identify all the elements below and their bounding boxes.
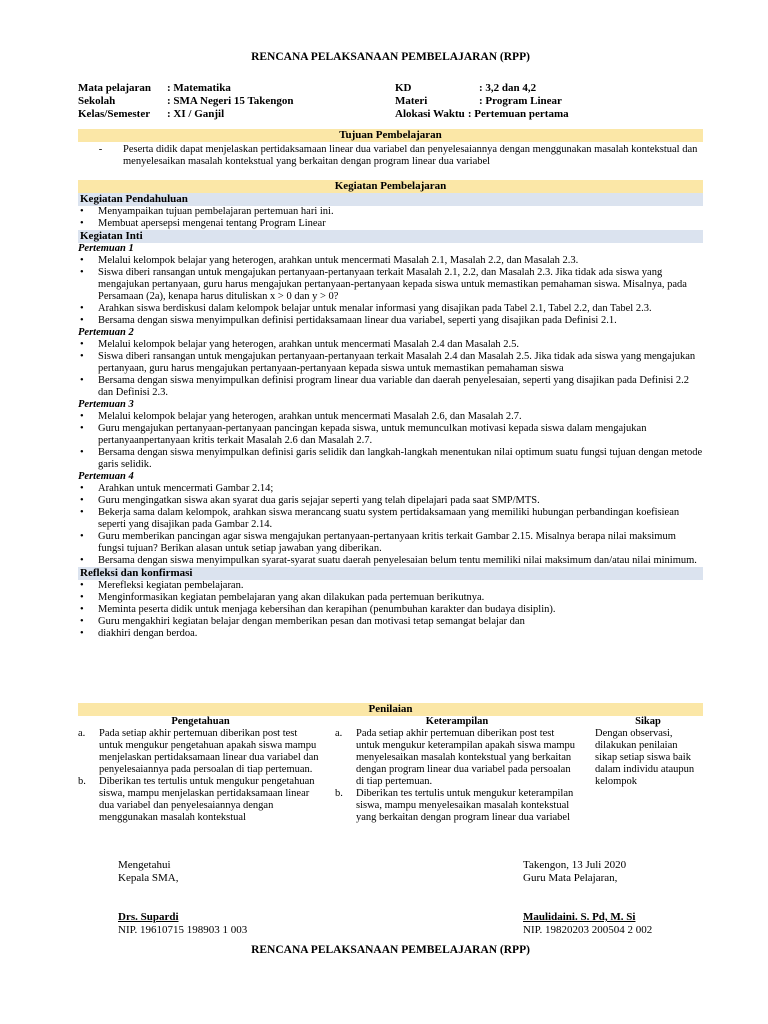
list-item: • Melalui kelompok belajar yang heterogen, arahkan untuk mencermati Masalah 2.1, Masalah 2.2, dan Masalah 2.3.	[78, 255, 703, 267]
refleksi-list	[78, 580, 703, 640]
signature-right-name: Maulidaini. S. Pd, M. Si	[523, 911, 636, 923]
list-item	[78, 728, 323, 776]
kd-value: : 3,2 dan 4,2	[479, 82, 537, 94]
list-item: • Bersama dengan siswa menyimpulkan syarat-syarat suatu daerah penyelesaian belum tentu memiliki nilai maksimum dan/atau nilai minimum.	[78, 555, 703, 567]
tujuan-text: Peserta didik dapat menjelaskan pertidaksamaan linear dua variabel dan penyelesaiannya dengan menggunakan masalah kontekstual dan menyelesaikan masalah kontekstual yang berkaitan dengan program linear dua variabel	[123, 144, 698, 167]
list-item: • Bekerja sama dalam kelompok, arahkan siswa merancang suatu system pertidaksamaan yang memiliki hubungan perbandingan koefisiean seperti yang disajikan pada Gambar 2.14.	[78, 507, 703, 531]
kelas-value: : XI / Ganjil	[167, 108, 225, 120]
tujuan-dash: -	[98, 144, 103, 155]
sikap-column	[595, 716, 701, 824]
list-item: • Guru mengingatkan siswa akan syarat dua garis sejajar seperti yang telah dipelajari pada saat SMP/MTS.	[78, 495, 703, 507]
inti-heading: Kegiatan Inti	[78, 230, 703, 243]
pendahuluan-heading: Kegiatan Pendahuluan	[78, 193, 703, 206]
next-page-title: RENCANA PELAKSANAAN PEMBELAJARAN (RPP)	[251, 944, 530, 956]
signature-left-line1: Mengetahui	[118, 859, 171, 871]
keterampilan-column	[335, 716, 595, 824]
signature-left	[118, 859, 247, 937]
kegiatan-section	[78, 180, 703, 640]
sikap-title: Sikap	[635, 716, 661, 727]
alokasi-key: Alokasi Waktu	[395, 108, 465, 120]
pengetahuan-column	[78, 716, 335, 824]
signature-left-line2: Kepala SMA,	[118, 872, 179, 884]
materi-key: Materi	[395, 95, 428, 107]
materi-value: : Program Linear	[479, 95, 562, 107]
signature-right-line2: Guru Mata Pelajaran,	[523, 872, 618, 884]
pertemuan-2-list	[78, 339, 703, 399]
list-item: • Bersama dengan siswa menyimpulkan definisi pertidaksamaan linear dua variabel, seperti yang disajikan pada Definisi 2.1.	[78, 315, 703, 327]
list-item	[78, 776, 323, 824]
signature-left-name: Drs. Supardi	[118, 911, 179, 923]
kelas-key: Kelas/Semester	[78, 108, 151, 120]
alokasi-value: : Pertemuan pertama	[467, 108, 569, 120]
pertemuan-3-list	[78, 411, 703, 471]
tujuan-heading: Tujuan Pembelajaran	[78, 129, 703, 142]
penilaian-heading: Penilaian	[78, 703, 703, 716]
kegiatan-heading: Kegiatan Pembelajaran	[78, 180, 703, 193]
list-text: Pada setiap akhir pertemuan diberikan post test untuk mengukur pengetahuan apakah siswa mampu menjelaskan pertidaksamaan linear dua variabel dan penyelesaiannya pada persoalan di tiap pertemuan.	[99, 728, 319, 775]
list-item: • diakhiri dengan berdoa.	[78, 628, 703, 640]
mapel-value: : Matematika	[167, 82, 231, 94]
list-item: • Arahkan siswa berdiskusi dalam kelompok belajar untuk menalar informasi yang disajikan pada Tabel 2.1, Tabel 2.2, dan Tabel 2.3.	[78, 303, 703, 315]
pertemuan-1-list	[78, 255, 703, 327]
list-text: Diberikan tes tertulis untuk mengukur pengetahuan siswa, mampu menjelaskan pertidaksamaan linear dua variabel dan penyelesaiannya dengan menggunakan masalah kontekstual	[99, 776, 315, 823]
keterampilan-title: Keterampilan	[425, 716, 489, 727]
list-item: • Menginformasikan kegiatan pembelajaran yang akan dilakukan pada pertemuan berikutnya.	[78, 592, 703, 604]
pertemuan-3-title: Pertemuan 3	[78, 399, 134, 410]
refleksi-heading: Refleksi dan konfirmasi	[78, 567, 703, 580]
list-marker: a.	[335, 728, 343, 739]
list-item: • Guru mengajukan pertanyaan-pertanyaan pancingan kepada siswa, untuk memunculkan motivasi kepada siswa dalam mengajukan pertanyaanpertanyaan kritis terkait Masalah 2.6 dan Masalah 2.7.	[78, 423, 703, 447]
list-item: • Meminta peserta didik untuk menjaga kebersihan dan kerapihan (penumbuhan karakter dan budaya disiplin).	[78, 604, 703, 616]
list-item: • Guru memberikan pancingan agar siswa mengajukan pertanyaan-pertanyaan kritis terkait Gambar 2.15. Misalnya berapa nilai maksimum fungsi tujuan? Berikan alasan untuk setiap jawaban yang diberikan.	[78, 531, 703, 555]
pengetahuan-title: Pengetahuan	[171, 716, 230, 727]
penilaian-section	[78, 703, 703, 824]
pertemuan-1-title: Pertemuan 1	[78, 243, 134, 254]
pendahuluan-list	[78, 206, 703, 230]
list-marker: a.	[78, 728, 86, 739]
list-marker: b.	[78, 776, 86, 787]
sekolah-key: Sekolah	[78, 95, 116, 107]
list-item: • Guru mengakhiri kegiatan belajar dengan memberikan pesan dan motivasi tetap semangat belajar dan	[78, 616, 703, 628]
list-item: • Siswa diberi ransangan untuk mengajukan pertanyaan-pertanyaan terkait Masalah 2.1, 2.2, dan Masalah 2.3. Jika tidak ada siswa yang mengajukan pertanyaan, guru harus mengajukan pertanyaan-pertanyaan kepada siswa untuk memastikan pemahaman siswa. Misalnya, pada Persamaan (2a), kenapa harus dituliskan x > 0 dan y > 0?	[78, 267, 703, 303]
list-item: • Siswa diberi ransangan untuk mengajukan pertanyaan-pertanyaan terkait Masalah 2.4 dan Masalah 2.5. Jika tidak ada siswa yang mengajukan pertanyaan, guru harus mengajukan pertanyaan-pertanyaan kepada siswa untuk memastikan pemahaman siswa	[78, 351, 703, 375]
keterampilan-list	[335, 728, 579, 824]
list-item: • Melalui kelompok belajar yang heterogen, arahkan untuk mencermati Masalah 2.4 dan Masalah 2.5.	[78, 339, 703, 351]
list-item: • Merefleksi kegiatan pembelajaran.	[78, 580, 703, 592]
signature-right-line1: Takengon, 13 Juli 2020	[523, 859, 627, 871]
list-item: • Bersama dengan siswa menyimpulkan definisi garis selidik dan langkah-langkah menentukan nilai optimum suatu fungsi tujuan dengan metode garis selidik.	[78, 447, 703, 471]
penilaian-columns	[78, 716, 703, 824]
list-text: Diberikan tes tertulis untuk mengukur keterampilan siswa, mampu menyelesaikan masalah kontekstual yang berkaitan dengan program linear dua variabel	[356, 788, 574, 823]
list-item: • Bersama dengan siswa menyimpulkan definisi program linear dua variable dan daerah penyelesaian, seperti yang disajikan pada Definisi 2.2 dan Definisi 2.3.	[78, 375, 703, 399]
pengetahuan-list	[78, 728, 323, 824]
list-item: • Melalui kelompok belajar yang heterogen, arahkan untuk mencermati Masalah 2.6, dan Masalah 2.7.	[78, 411, 703, 423]
list-item: • Menyampaikan tujuan pembelajaran pertemuan hari ini.	[78, 206, 703, 218]
list-text: Pada setiap akhir pertemuan diberikan post test untuk mengukur keterampilan apakah siswa mampu menyelesaikan masalah kontekstual yang berkaitan dengan program linear dua variabel pada persoalan di tiap pertemuan.	[356, 728, 575, 787]
list-item	[335, 788, 579, 824]
signature-right-nip: NIP. 19820203 200504 2 002	[523, 924, 653, 936]
sekolah-value: : SMA Negeri 15 Takengon	[167, 95, 294, 107]
list-item: • Membuat apersepsi mengenai tentang Program Linear	[78, 218, 703, 230]
tujuan-goal	[78, 144, 703, 168]
tujuan-section	[78, 129, 703, 168]
document-title: RENCANA PELAKSANAAN PEMBELAJARAN (RPP)	[251, 51, 530, 63]
pertemuan-2-title: Pertemuan 2	[78, 327, 134, 338]
list-item	[335, 728, 579, 788]
signature-right	[523, 859, 652, 937]
list-marker: b.	[335, 788, 343, 799]
sikap-text: Dengan observasi, dilakukan penilaian sikap setiap siswa baik dalam individu ataupun kelompok	[595, 728, 695, 787]
kd-key: KD	[395, 82, 412, 94]
mapel-key: Mata pelajaran	[78, 82, 152, 94]
header-info	[78, 82, 703, 121]
list-item: • Arahkan untuk mencermati Gambar 2.14;	[78, 483, 703, 495]
pertemuan-4-title: Pertemuan 4	[78, 471, 134, 482]
signature-left-nip: NIP. 19610715 198903 1 003	[118, 924, 248, 936]
pertemuan-4-list	[78, 483, 703, 567]
